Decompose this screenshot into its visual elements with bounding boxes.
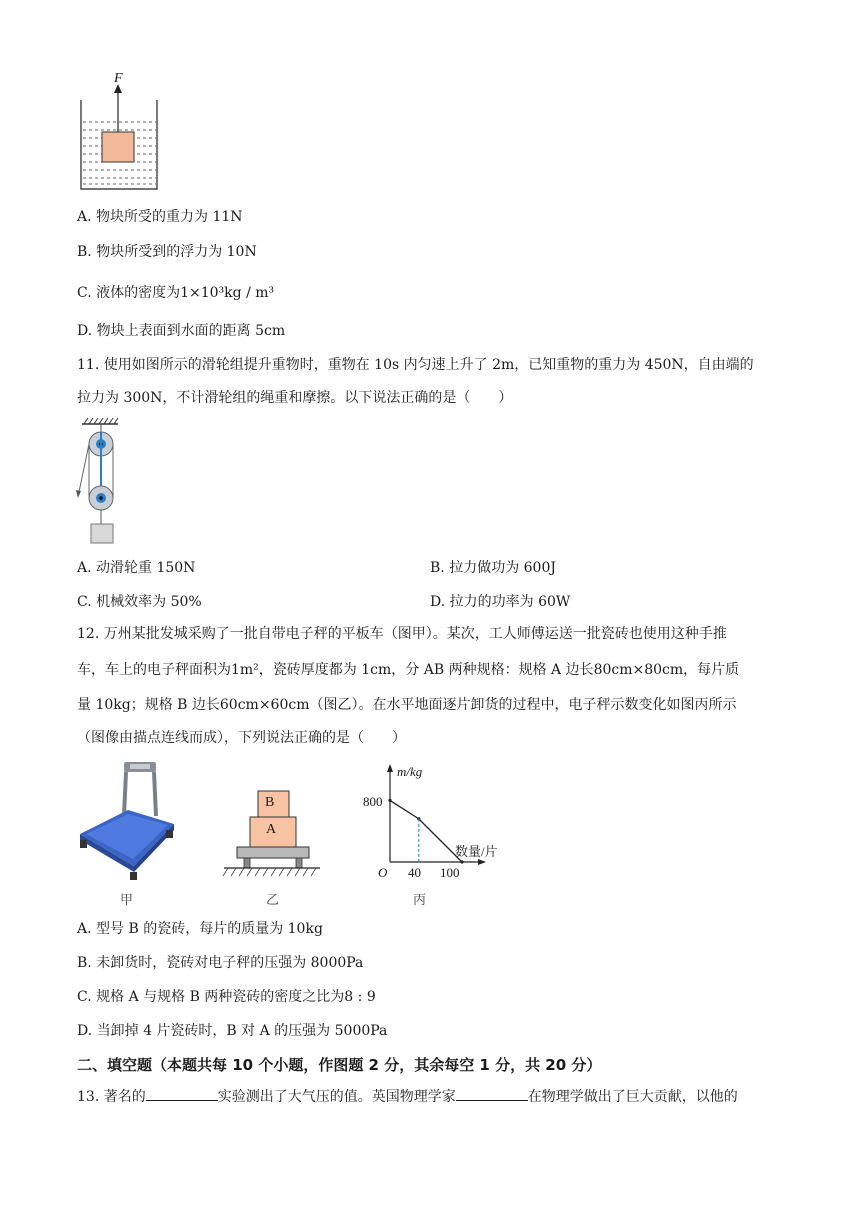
chart-xlabel: 数量/片 <box>455 844 498 859</box>
chart-point-2 <box>460 860 463 863</box>
chart-ylabel: m/kg <box>397 764 423 779</box>
chart-xtick-100: 100 <box>440 865 460 880</box>
q10-option-a: A. 物块所受的重力为 11N <box>77 209 243 225</box>
q10-figure <box>74 70 164 195</box>
q12-option-d: D. 当卸掉 4 片瓷砖时，B 对 A 的压强为 5000Pa <box>77 1023 388 1039</box>
q12-stem-line3: 量 10kg；规格 B 边长60cm×60cm（图乙）。在水平地面逐片卸货的过程中，电子秤示数变化如图丙所示 <box>77 697 737 713</box>
cart-figure <box>76 756 176 886</box>
q10-option-c: C. 液体的密度为1×10³kg / m³ <box>77 285 275 301</box>
chart-point-0 <box>388 799 391 802</box>
chart-y-arrow <box>387 764 393 772</box>
q10-option-d: D. 物块上表面到水面的距离 5cm <box>77 323 286 339</box>
q11-option-a: A. 动滑轮重 150N <box>77 560 196 576</box>
chart-xtick-40: 40 <box>408 865 421 880</box>
q12-option-a: A. 型号 B 的瓷砖，每片的质量为 10kg <box>77 921 323 937</box>
fig-yi-label: 乙 <box>266 892 280 907</box>
q10-option-b: B. 物块所受到的浮力为 10N <box>77 244 257 260</box>
q12-stem-line1: 12. 万州某批发城采购了一批自带电子秤的平板车（图甲）。某次，工人师傅运送一批瓷砖也使用这种手推 <box>77 626 727 642</box>
fig-jia-label: 甲 <box>120 892 134 907</box>
section-title-fill-blank: 二、填空题（本题共每 10 个小题，作图题 2 分，其余每空 1 分，共 20 分） <box>77 1056 602 1074</box>
q13-blank-1[interactable] <box>146 1086 218 1101</box>
chart-ytick-800: 800 <box>363 794 383 809</box>
q13-part3: 在物理学做出了巨大贡献，以他的 <box>527 1089 738 1105</box>
q13-stem <box>77 1086 738 1107</box>
q12-option-b: B. 未卸货时，瓷砖对电子秤的压强为 8000Pa <box>77 955 364 971</box>
chart-origin: O <box>378 865 388 880</box>
q13-part1: 13. 著名的 <box>77 1089 146 1105</box>
fig-bing-label: 丙 <box>413 892 427 907</box>
tile-b-label: B <box>265 795 275 810</box>
q11-stem-line2: 拉力为 300N，不计滑轮组的绳重和摩擦。以下说法正确的是（ ） <box>77 390 513 406</box>
q12-stem-line4: （图像由描点连线而成），下列说法正确的是（ ） <box>77 730 406 746</box>
q13-part2: 实验测出了大气压的值。英国物理学家 <box>217 1089 456 1105</box>
q11-option-b: B. 拉力做功为 600J <box>430 560 556 576</box>
chart-series-line <box>390 800 462 862</box>
q12-stem-line2: 车，车上的电子秤面积为1m²，瓷砖厚度都为 1cm，分 AB 两种规格：规格 A 边长80cm×80cm，每片质 <box>77 662 740 678</box>
force-label: F <box>114 71 123 86</box>
q11-option-d: D. 拉力的功率为 60W <box>430 594 571 610</box>
q12-option-c: C. 规格 A 与规格 B 两种瓷砖的密度之比为8 : 9 <box>77 989 376 1005</box>
tile-a-label: A <box>266 822 277 837</box>
q13-blank-2[interactable] <box>456 1086 528 1101</box>
q11-option-c: C. 机械效率为 50% <box>77 594 202 610</box>
pulley-figure <box>74 412 134 552</box>
q11-stem-line1: 11. 使用如图所示的滑轮组提升重物时，重物在 10s 内匀速上升了 2m，已知重物的重力为 450N，自由端的 <box>77 357 754 373</box>
